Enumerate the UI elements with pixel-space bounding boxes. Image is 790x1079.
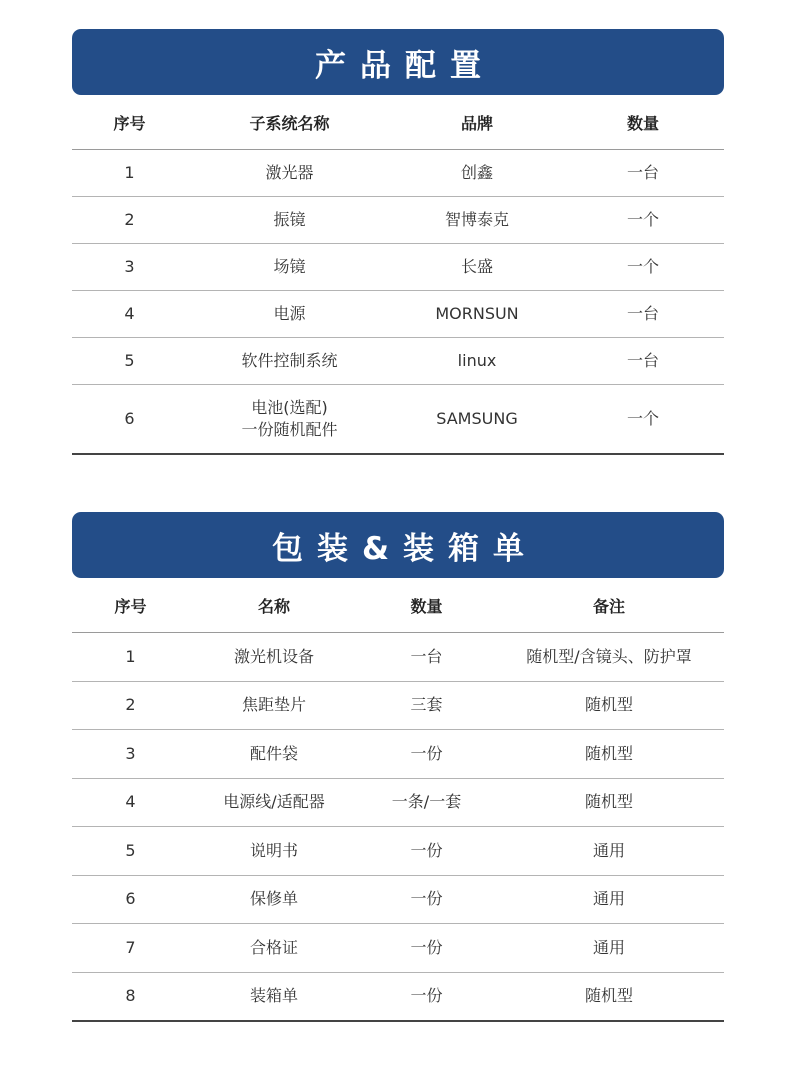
- cell-no: 6: [72, 875, 189, 924]
- cell-qty: 一台: [359, 633, 494, 682]
- cell-note: 随机型: [494, 681, 724, 730]
- cell-brand: 智博泰克: [392, 197, 562, 244]
- table-row: [72, 827, 724, 876]
- packing-list-banner: [72, 512, 724, 578]
- table-row: [72, 875, 724, 924]
- cell-no: 7: [72, 924, 189, 973]
- cell-qty: 一条/一套: [359, 778, 494, 827]
- cell-name: 激光机设备: [189, 633, 359, 682]
- product-config-banner: [72, 29, 724, 95]
- cell-no: 5: [72, 827, 189, 876]
- cell-note: 通用: [494, 875, 724, 924]
- packing-list-table: [72, 578, 724, 1022]
- table-row: [72, 385, 724, 455]
- packing-list-section: [72, 512, 724, 1022]
- header-quantity: 数量: [562, 95, 724, 150]
- cell-qty: 一个: [562, 197, 724, 244]
- cell-brand: 长盛: [392, 244, 562, 291]
- table-header-row: [72, 578, 724, 633]
- cell-no: 1: [72, 633, 189, 682]
- table-row: [72, 244, 724, 291]
- cell-name: 合格证: [189, 924, 359, 973]
- header-name: 名称: [189, 578, 359, 633]
- header-no: 序号: [72, 578, 189, 633]
- cell-qty: 一份: [359, 875, 494, 924]
- cell-no: 3: [72, 730, 189, 779]
- cell-no: 1: [72, 150, 187, 197]
- cell-name: 装箱单: [189, 972, 359, 1021]
- cell-name: 振镜: [187, 197, 392, 244]
- cell-brand: 创鑫: [392, 150, 562, 197]
- cell-name: 说明书: [189, 827, 359, 876]
- cell-note: 随机型/含镜头、防护罩: [494, 633, 724, 682]
- product-config-section: [72, 29, 724, 455]
- cell-qty: 一份: [359, 827, 494, 876]
- table-row: [72, 291, 724, 338]
- cell-name: 电源线/适配器: [189, 778, 359, 827]
- cell-brand: linux: [392, 338, 562, 385]
- cell-name-line-2: 一份随机配件: [241, 420, 338, 439]
- cell-name: 配件袋: [189, 730, 359, 779]
- cell-name: 电源: [187, 291, 392, 338]
- table-header-row: [72, 95, 724, 150]
- table-row: [72, 150, 724, 197]
- cell-qty: 一台: [562, 150, 724, 197]
- table-row: [72, 681, 724, 730]
- cell-qty: 一个: [562, 244, 724, 291]
- header-subsystem-name: 子系统名称: [187, 95, 392, 150]
- table-row: [72, 338, 724, 385]
- header-quantity: 数量: [359, 578, 494, 633]
- cell-note: 随机型: [494, 972, 724, 1021]
- cell-name: 软件控制系统: [187, 338, 392, 385]
- cell-name-line-1: 电池(选配): [251, 397, 328, 417]
- cell-note: 随机型: [494, 778, 724, 827]
- header-note: 备注: [494, 578, 724, 633]
- product-config-table: [72, 95, 724, 455]
- cell-name: 场镜: [187, 244, 392, 291]
- packing-list-title: 包装&装箱单: [271, 530, 539, 567]
- table-row: [72, 972, 724, 1021]
- cell-note: 随机型: [494, 730, 724, 779]
- cell-name: 保修单: [189, 875, 359, 924]
- table-row: [72, 778, 724, 827]
- cell-name: [187, 385, 392, 455]
- cell-no: 4: [72, 778, 189, 827]
- cell-qty: 三套: [359, 681, 494, 730]
- cell-qty: 一份: [359, 730, 494, 779]
- cell-no: 2: [72, 197, 187, 244]
- header-brand: 品牌: [392, 95, 562, 150]
- cell-name: 激光器: [187, 150, 392, 197]
- cell-note: 通用: [494, 924, 724, 973]
- table-row: [72, 633, 724, 682]
- cell-qty: 一台: [562, 338, 724, 385]
- cell-no: 2: [72, 681, 189, 730]
- cell-note: 通用: [494, 827, 724, 876]
- cell-qty: 一份: [359, 924, 494, 973]
- product-config-title: 产品配置: [315, 47, 495, 84]
- table-row: [72, 730, 724, 779]
- table-row: [72, 197, 724, 244]
- cell-no: 4: [72, 291, 187, 338]
- cell-brand: SAMSUNG: [392, 385, 562, 455]
- table-row: [72, 924, 724, 973]
- cell-no: 6: [72, 385, 187, 455]
- cell-no: 8: [72, 972, 189, 1021]
- cell-qty: 一个: [562, 385, 724, 455]
- cell-name: 焦距垫片: [189, 681, 359, 730]
- cell-qty: 一份: [359, 972, 494, 1021]
- header-no: 序号: [72, 95, 187, 150]
- cell-no: 3: [72, 244, 187, 291]
- cell-brand: MORNSUN: [392, 291, 562, 338]
- cell-qty: 一台: [562, 291, 724, 338]
- cell-no: 5: [72, 338, 187, 385]
